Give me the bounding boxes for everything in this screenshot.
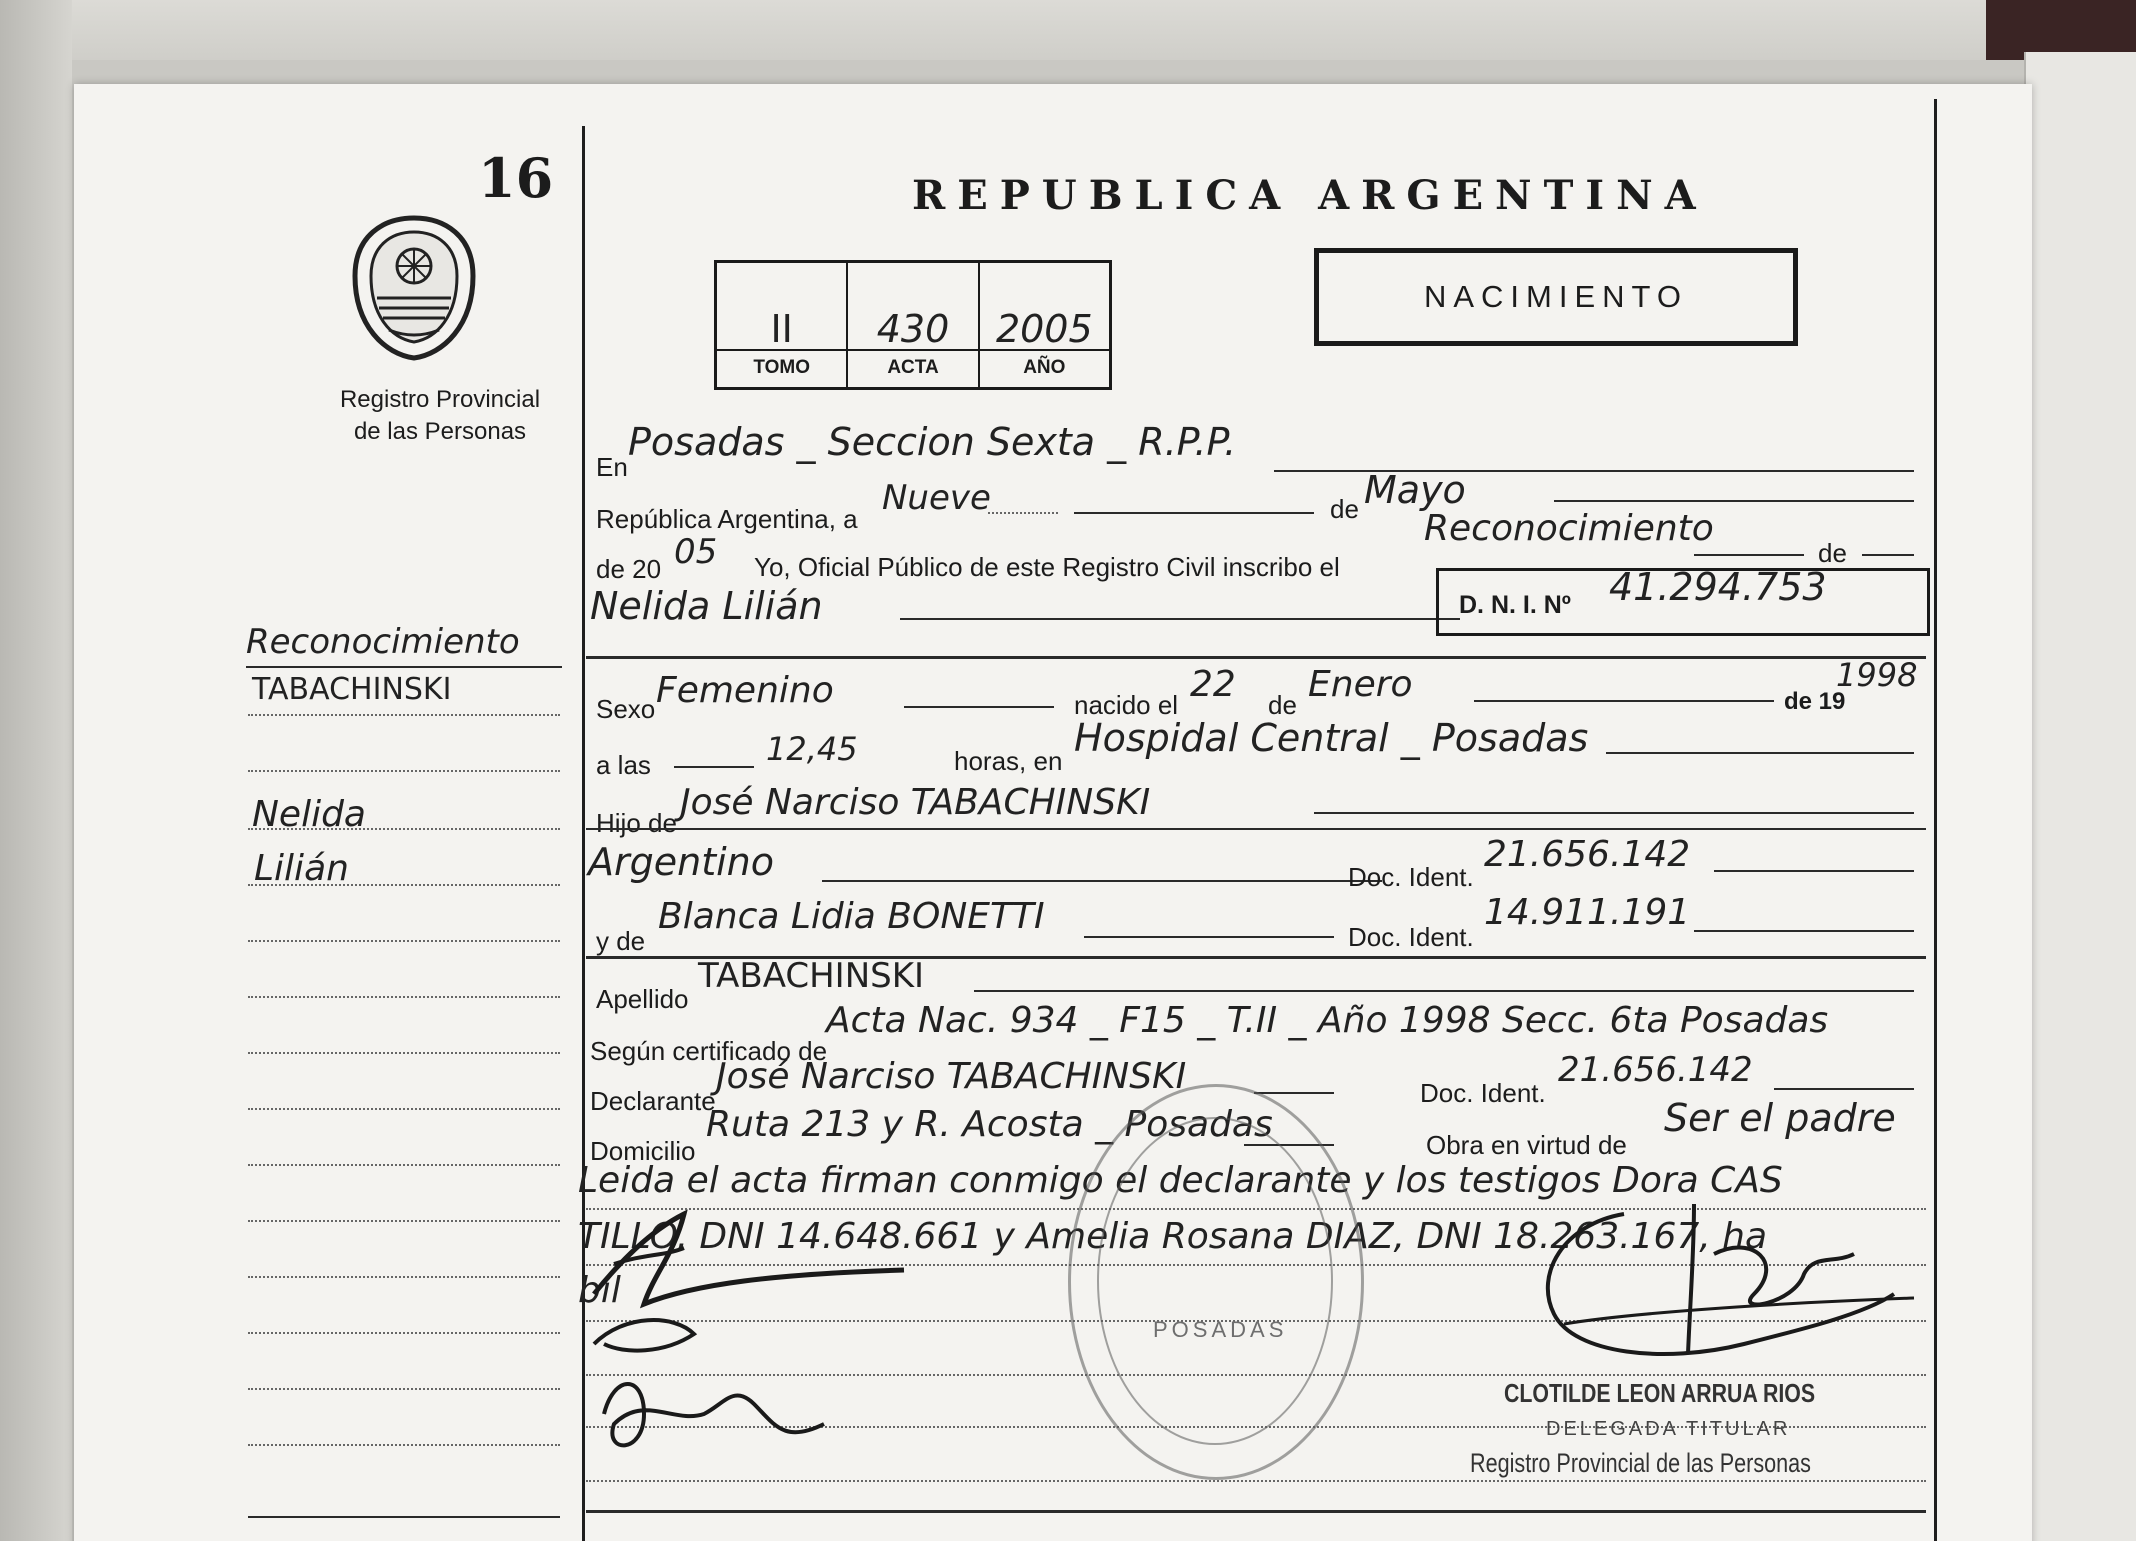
tomo-rule bbox=[717, 349, 846, 351]
ano-value: 2005 bbox=[995, 307, 1093, 351]
fill-line bbox=[822, 880, 1382, 882]
label-de-birth-month: de bbox=[1268, 690, 1297, 720]
fill-line bbox=[1474, 700, 1774, 702]
official-name: CLOTILDE LEON ARRUA RIOS bbox=[1504, 1378, 1816, 1408]
label-de-month: de bbox=[1330, 494, 1359, 524]
fill-line bbox=[1084, 936, 1334, 938]
fill-line bbox=[674, 766, 754, 768]
acta-label: ACTA bbox=[887, 357, 939, 378]
value-time: 12,45 bbox=[766, 730, 858, 768]
fill-line bbox=[1074, 512, 1314, 514]
fill-line bbox=[1254, 1092, 1334, 1094]
fill-line bbox=[1694, 930, 1914, 932]
reference-table bbox=[714, 260, 1112, 390]
ano-label: AÑO bbox=[1023, 357, 1066, 378]
value-mother: Blanca Lidia BONETTI bbox=[658, 896, 1045, 937]
ano-cell bbox=[980, 263, 1109, 387]
text-line-3: bil bbox=[578, 1270, 621, 1311]
official-signature bbox=[1504, 1194, 1924, 1384]
official-org: Registro Provincial de las Personas bbox=[1470, 1448, 1811, 1478]
book-top-edge bbox=[0, 0, 2136, 60]
folio-number: 16 bbox=[478, 146, 554, 210]
label-en: En bbox=[596, 452, 628, 482]
value-mother-doc: 14.911.191 bbox=[1484, 892, 1691, 933]
value-year: 05 bbox=[674, 532, 718, 572]
label-y-de: y de bbox=[596, 926, 646, 956]
margin-line bbox=[248, 1444, 560, 1446]
value-month: Mayo bbox=[1364, 468, 1466, 512]
registry-title bbox=[290, 384, 590, 448]
official-title: DELEGADA TITULAR bbox=[1546, 1418, 1791, 1440]
bottom-rule bbox=[586, 1510, 1926, 1513]
ano-rule bbox=[980, 349, 1109, 351]
value-place: Posadas _ Seccion Sexta _ R.P.P. bbox=[628, 420, 1237, 464]
margin-line bbox=[248, 770, 560, 772]
label-republica: República Argentina, a bbox=[596, 504, 858, 534]
label-dni: D. N. I. Nº bbox=[1459, 591, 1571, 619]
label-declarante: Declarante bbox=[590, 1086, 716, 1116]
seal-city: POSADAS bbox=[1153, 1317, 1288, 1342]
value-person-name: Nelida Lilián bbox=[590, 584, 823, 628]
value-father-doc: 21.656.142 bbox=[1484, 834, 1691, 875]
margin-line bbox=[248, 1276, 560, 1278]
margin-line bbox=[248, 940, 560, 942]
label-de19: de 19 bbox=[1784, 688, 1846, 715]
text-line-1: Leida el acta firman conmigo el declarante y los testigos Dora CAS bbox=[578, 1160, 1783, 1201]
registry-title-line1: Registro Provincial bbox=[339, 386, 541, 413]
official-seal bbox=[1068, 1084, 1364, 1480]
label-doc-mother: Doc. Ident. bbox=[1348, 922, 1474, 952]
margin-name2: Lilián bbox=[254, 848, 349, 889]
fill-line bbox=[1606, 752, 1914, 754]
tomo-value: II bbox=[770, 307, 793, 351]
fill-line bbox=[586, 828, 1926, 830]
value-address: Ruta 213 y R. Acosta _ Posadas bbox=[706, 1104, 1273, 1145]
margin-line bbox=[248, 1388, 560, 1390]
margin-rule bbox=[246, 666, 562, 668]
seal-inner-ring bbox=[1097, 1117, 1333, 1445]
value-act-kind: Reconocimiento bbox=[1424, 508, 1714, 549]
value-surname: TABACHINSKI bbox=[698, 956, 925, 996]
witness-signature bbox=[584, 1304, 844, 1474]
value-dni: 41.294.753 bbox=[1609, 565, 1827, 609]
fill-line bbox=[904, 706, 1054, 708]
label-sexo: Sexo bbox=[596, 694, 656, 724]
fill-line bbox=[1554, 500, 1914, 502]
margin-line bbox=[248, 1108, 560, 1110]
text-rule bbox=[586, 1480, 1926, 1482]
value-birth-place: Hospidal Central _ Posadas bbox=[1074, 716, 1589, 760]
fill-line bbox=[1774, 1088, 1914, 1090]
label-horas-en: horas, en bbox=[954, 746, 1063, 776]
dark-background-corner bbox=[1986, 0, 2136, 60]
value-father: José Narciso TABACHINSKI bbox=[680, 782, 1151, 823]
margin-line bbox=[248, 884, 560, 886]
dni-box bbox=[1436, 565, 1930, 636]
margin-name1: Nelida bbox=[252, 794, 366, 835]
misiones-emblem-icon bbox=[349, 214, 479, 362]
registry-title-line2: de las Personas bbox=[353, 418, 527, 445]
certificate-page bbox=[74, 84, 2032, 1541]
margin-line bbox=[248, 1164, 560, 1166]
label-de-end: de bbox=[1818, 538, 1847, 568]
value-birth-month: Enero bbox=[1308, 664, 1413, 705]
tomo-cell bbox=[717, 263, 848, 387]
label-de20: de 20 bbox=[596, 554, 662, 584]
fill-line bbox=[988, 512, 1058, 514]
value-father-nationality: Argentino bbox=[588, 840, 774, 884]
margin-note: Reconocimiento bbox=[246, 622, 520, 662]
fill-line bbox=[900, 618, 1460, 620]
country-title: REPUBLICA ARGENTINA bbox=[912, 172, 1708, 219]
fill-line bbox=[974, 990, 1914, 992]
fill-line bbox=[1714, 870, 1914, 872]
section-rule bbox=[586, 656, 1926, 659]
label-doc-declarant: Doc. Ident. bbox=[1420, 1078, 1546, 1108]
margin-line bbox=[248, 1052, 560, 1054]
adjacent-page bbox=[2024, 52, 2136, 1541]
acta-value: 430 bbox=[876, 307, 950, 351]
fill-line bbox=[1862, 554, 1914, 556]
margin-line bbox=[248, 996, 560, 998]
value-reason: Ser el padre bbox=[1664, 1096, 1896, 1140]
label-segun: Según certificado de bbox=[590, 1036, 828, 1066]
acta-rule bbox=[848, 349, 977, 351]
margin-line bbox=[248, 1220, 560, 1222]
margin-bottom-rule bbox=[248, 1516, 560, 1518]
label-hijo-de: Hijo de bbox=[596, 808, 677, 838]
book-left-edge bbox=[0, 0, 72, 1541]
margin-line bbox=[248, 1332, 560, 1334]
fill-line bbox=[1694, 554, 1804, 556]
margin-line bbox=[248, 714, 560, 716]
value-birth-year: 1998 bbox=[1836, 656, 1918, 694]
label-apellido: Apellido bbox=[596, 984, 689, 1014]
label-nacido: nacido el bbox=[1074, 690, 1179, 720]
label-doc-father: Doc. Ident. bbox=[1348, 862, 1474, 892]
value-certificate: Acta Nac. 934 _ F15 _ T.II _ Año 1998 Secc. 6ta Posadas bbox=[826, 1000, 1829, 1041]
margin-line bbox=[248, 828, 560, 830]
value-sex: Femenino bbox=[656, 670, 834, 711]
declarant-signature bbox=[574, 1204, 914, 1314]
label-obra: Obra en virtud de bbox=[1426, 1130, 1627, 1160]
label-a-las: a las bbox=[596, 750, 651, 780]
label-yo-oficial: Yo, Oficial Público de este Registro Civil inscribo el bbox=[754, 552, 1340, 582]
value-declarant: José Narciso TABACHINSKI bbox=[716, 1056, 1187, 1097]
right-border-rule bbox=[1934, 99, 1937, 1541]
tomo-label: TOMO bbox=[753, 357, 810, 378]
label-domicilio: Domicilio bbox=[590, 1136, 696, 1166]
record-type-box: NACIMIENTO bbox=[1314, 248, 1798, 346]
fill-line bbox=[1314, 812, 1914, 814]
margin-surname: TABACHINSKI bbox=[252, 672, 452, 707]
value-birth-day: 22 bbox=[1190, 664, 1236, 705]
value-day: Nueve bbox=[882, 478, 991, 518]
acta-cell bbox=[848, 263, 979, 387]
value-declarant-doc: 21.656.142 bbox=[1558, 1050, 1753, 1090]
text-line-2: TILLO, DNI 14.648.661 y Amelia Rosana DIAZ, DNI 18.263.167, ha bbox=[578, 1216, 1768, 1257]
